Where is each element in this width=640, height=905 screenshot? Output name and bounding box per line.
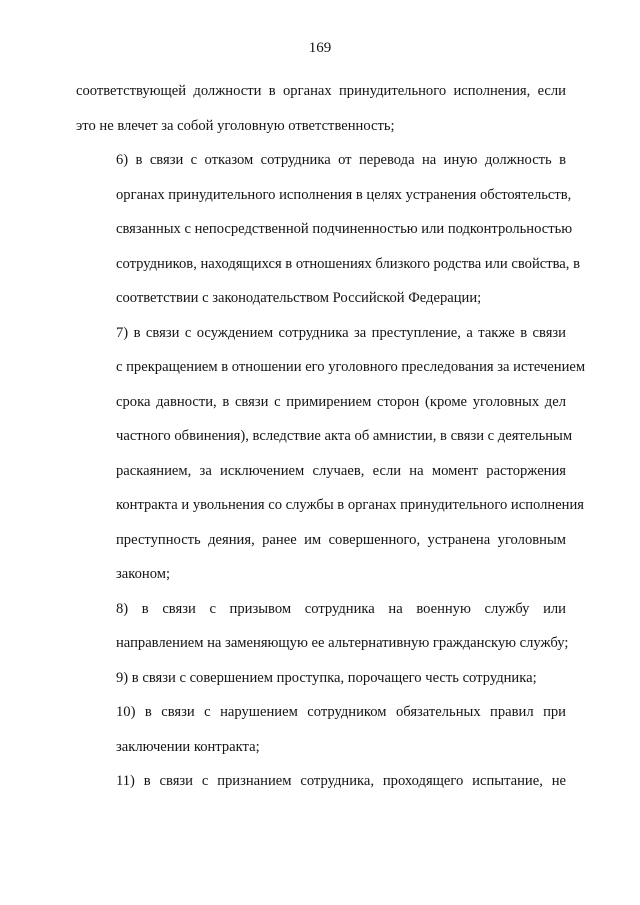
text-line: сотрудников, находящихся в отношениях близкого родства или свойства, в xyxy=(116,255,580,272)
text-line: соответствующей должности в органах принудительного исполнения, если xyxy=(76,83,566,99)
text-line: органах принудительного исполнения в целях устранения обстоятельств, xyxy=(116,186,572,203)
text-line: преступность деяния, ранее им совершенного, устранена уголовным xyxy=(116,531,566,548)
text-line: 11) в связи с признанием сотрудника, проходящего испытание, не xyxy=(116,773,566,789)
text-line: заключении контракта; xyxy=(116,738,260,755)
paragraph-item-8 xyxy=(76,592,569,661)
text-line: 7) в связи с осуждением сотрудника за преступление, а также в связи xyxy=(116,324,566,341)
text-line: 8) в связи с призывом сотрудника на военную службу или xyxy=(116,600,566,617)
text-line: соответствии с законодательством Российской Федерации; xyxy=(116,290,482,306)
paragraph-item-7 xyxy=(76,316,586,592)
text-line: связанных с непосредственной подчиненностью или подконтрольностью xyxy=(116,221,573,237)
body-text xyxy=(76,74,586,799)
paragraph-item-10 xyxy=(76,695,566,764)
text-line: законом; xyxy=(116,566,171,582)
text-line: срока давности, в связи с примирением сторон (кроме уголовных дел xyxy=(116,393,566,410)
text-line: 9) в связи с совершением проступка, порочащего честь сотрудника; xyxy=(116,669,537,686)
text-line: контракта и увольнения со службы в органах принудительного исполнения xyxy=(116,497,585,513)
text-line: направлением на заменяющую ее альтернативную гражданскую службу; xyxy=(116,635,569,651)
paragraph-item-9 xyxy=(76,661,566,696)
page-number: 169 xyxy=(308,40,332,56)
text-line: частного обвинения), вследствие акта об амнистии, в связи с деятельным xyxy=(116,428,573,444)
paragraph-item-11 xyxy=(76,764,566,799)
paragraph-continuation xyxy=(76,74,566,143)
text-line: это не влечет за собой уголовную ответственность; xyxy=(76,117,395,134)
paragraph-item-6 xyxy=(76,143,580,316)
text-line: 6) в связи с отказом сотрудника от перевода на иную должность в xyxy=(116,152,566,168)
text-line: с прекращением в отношении его уголовного преследования за истечением xyxy=(116,359,586,375)
text-line: раскаянием, за исключением случаев, если на момент расторжения xyxy=(116,462,566,479)
text-line: 10) в связи с нарушением сотрудником обязательных правил при xyxy=(116,704,566,720)
